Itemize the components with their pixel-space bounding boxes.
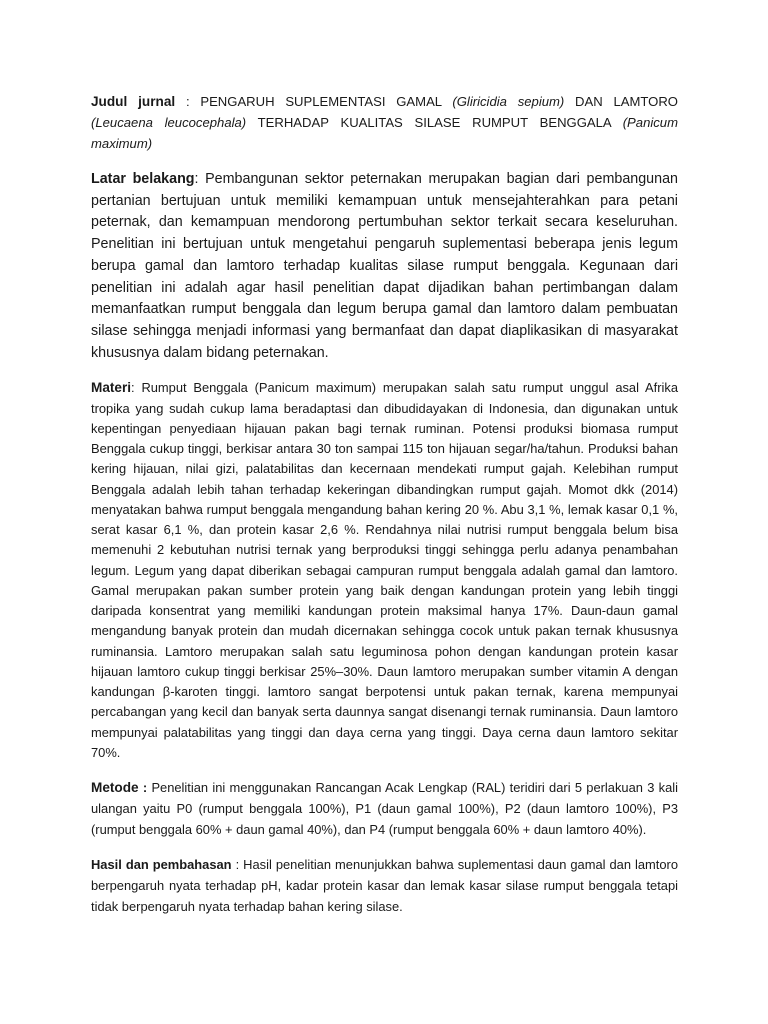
journal-title-separator: : (175, 94, 201, 109)
journal-title-text-2: DAN LAMTORO (564, 94, 678, 109)
method-text: Penelitian ini menggunakan Rancangan Acak Lengkap (RAL) teridiri dari 5 perlakuan 3 kali ulangan yaitu P0 (rumput benggala 100%), P1 (daun gamal 100%), P2 (daun lamtoro 100%), P3 (rumput benggala 60% + daun gamal 40%), dan P4 (rumput benggala 60% + daun lamtoro 40%). (91, 780, 678, 838)
method-section (91, 777, 678, 840)
journal-title-text-3: TERHADAP KUALITAS SILASE RUMPUT BENGGALA (246, 115, 623, 130)
results-separator: : (231, 857, 244, 873)
background-label: Latar belakang (91, 171, 195, 187)
results-text: Hasil penelitian menunjukkan bahwa suplementasi daun gamal dan lamtoro berpengaruh nyata terhadap pH, kadar protein kasar dan lemak kasar silase rumput benggala tetapi tidak berpengaruh nyata terhadap bahan kering silase. (91, 857, 678, 915)
background-text: Pembangunan sektor peternakan merupakan bagian dari pembangunan pertanian bertujuan untuk memiliki kemampuan untuk mensejahterahkan para petani peternak, dan kemampuan mendorong pertumbuhan sektor terkait secara keseluruhan. Penelitian ini bertujuan untuk mengetahui pengaruh suplementasi beberapa jenis legum berupa gamal dan lamtoro terhadap kualitas silase rumput benggala. Kegunaan dari penelitian ini adalah agar hasil penelitian dapat dijadikan bahan pertimbangan dalam memanfaatkan rumput benggala dan legum berupa gamal dan lamtoro dalam pembuatan silase sehingga menjadi informasi yang bermanfaat dan dapat diaplikasikan di masyarakat khususnya dalam bidang peternakan. (91, 171, 678, 361)
material-section (91, 378, 678, 763)
document-page (91, 91, 678, 917)
material-label: Materi (91, 380, 132, 396)
journal-title-latin-2: (Leucaena leucocephala) (91, 115, 247, 130)
journal-title-latin-1: (Gliricidia sepium) (452, 94, 565, 109)
results-section (91, 854, 678, 917)
background-separator: : (194, 171, 206, 187)
journal-title-latin-3: (Panicum maximum) (91, 115, 678, 151)
material-separator: : (131, 380, 142, 396)
journal-title-label: Judul jurnal (91, 94, 176, 109)
results-label: Hasil dan pembahasan (91, 857, 232, 873)
journal-title (91, 91, 678, 154)
material-text: Rumput Benggala (Panicum maximum) merupakan salah satu rumput unggul asal Afrika tropika yang sudah cukup lama beradaptasi dan dibudidayakan di Indonesia, dan digunakan untuk kepentingan penyediaan hijauan pakan bagi ternak ruminan. Potensi produksi biomasa rumput Benggala cukup tinggi, berkisar antara 30 ton sampai 115 ton hijauan segar/ha/tahun. Produksi bahan kering hijauan, nilai gizi, palatabilitas dan kecernaan mendekati rumput gajah. Kelebihan rumput Benggala adalah lebih tahan terhadap kekeringan dibandingkan rumput gajah. Momot dkk (2014) menyatakan bahwa rumput benggala mengandung bahan kering 20 %. Abu 3,1 %, lemak kasar 0,1 %, serat kasar 6,1 %, dan protein kasar 2,6 %. Rendahnya nilai nutrisi rumput benggala belum bisa memenuhi 2 kebutuhan nutrisi ternak yang berproduksi tinggi sehingga perlu adanya penambahan legum. Legum yang dapat diberikan sebagai campuran rumput benggala adalah gamal dan lamtoro. Gamal merupakan pakan sumber protein yang baik dengan kandungan protein yang lebih tinggi daripada konsentrat yang memiliki kandungan protein maksimal hanya 17%. Daun-daun gamal mengandung banyak protein dan mudah dicernakan sehingga cocok untuk pakan ternak khususnya ruminansia. Lamtoro merupakan salah satu leguminosa pohon dengan kandungan protein kasar hijauan lamtoro cukup tinggi berkisar 25%–30%. Daun lamtoro merupakan sumber vitamin A dengan kandungan β-karoten tinggi. lamtoro sangat berpotensi untuk pakan ternak, karena mempunyai percabangan yang kecil dan banyak serta daunnya sangat disenangi ternak ruminansia. Daun lamtoro mempunyai palatabilitas yang tinggi dan daya cerna yang tinggi. Daya cerna daun lamtoro sekitar 70%. (91, 380, 678, 760)
method-separator: : (138, 780, 152, 796)
method-label: Metode (91, 780, 139, 796)
journal-title-text-1: PENGARUH SUPLEMENTASI GAMAL (200, 94, 453, 109)
background-section (91, 169, 678, 364)
